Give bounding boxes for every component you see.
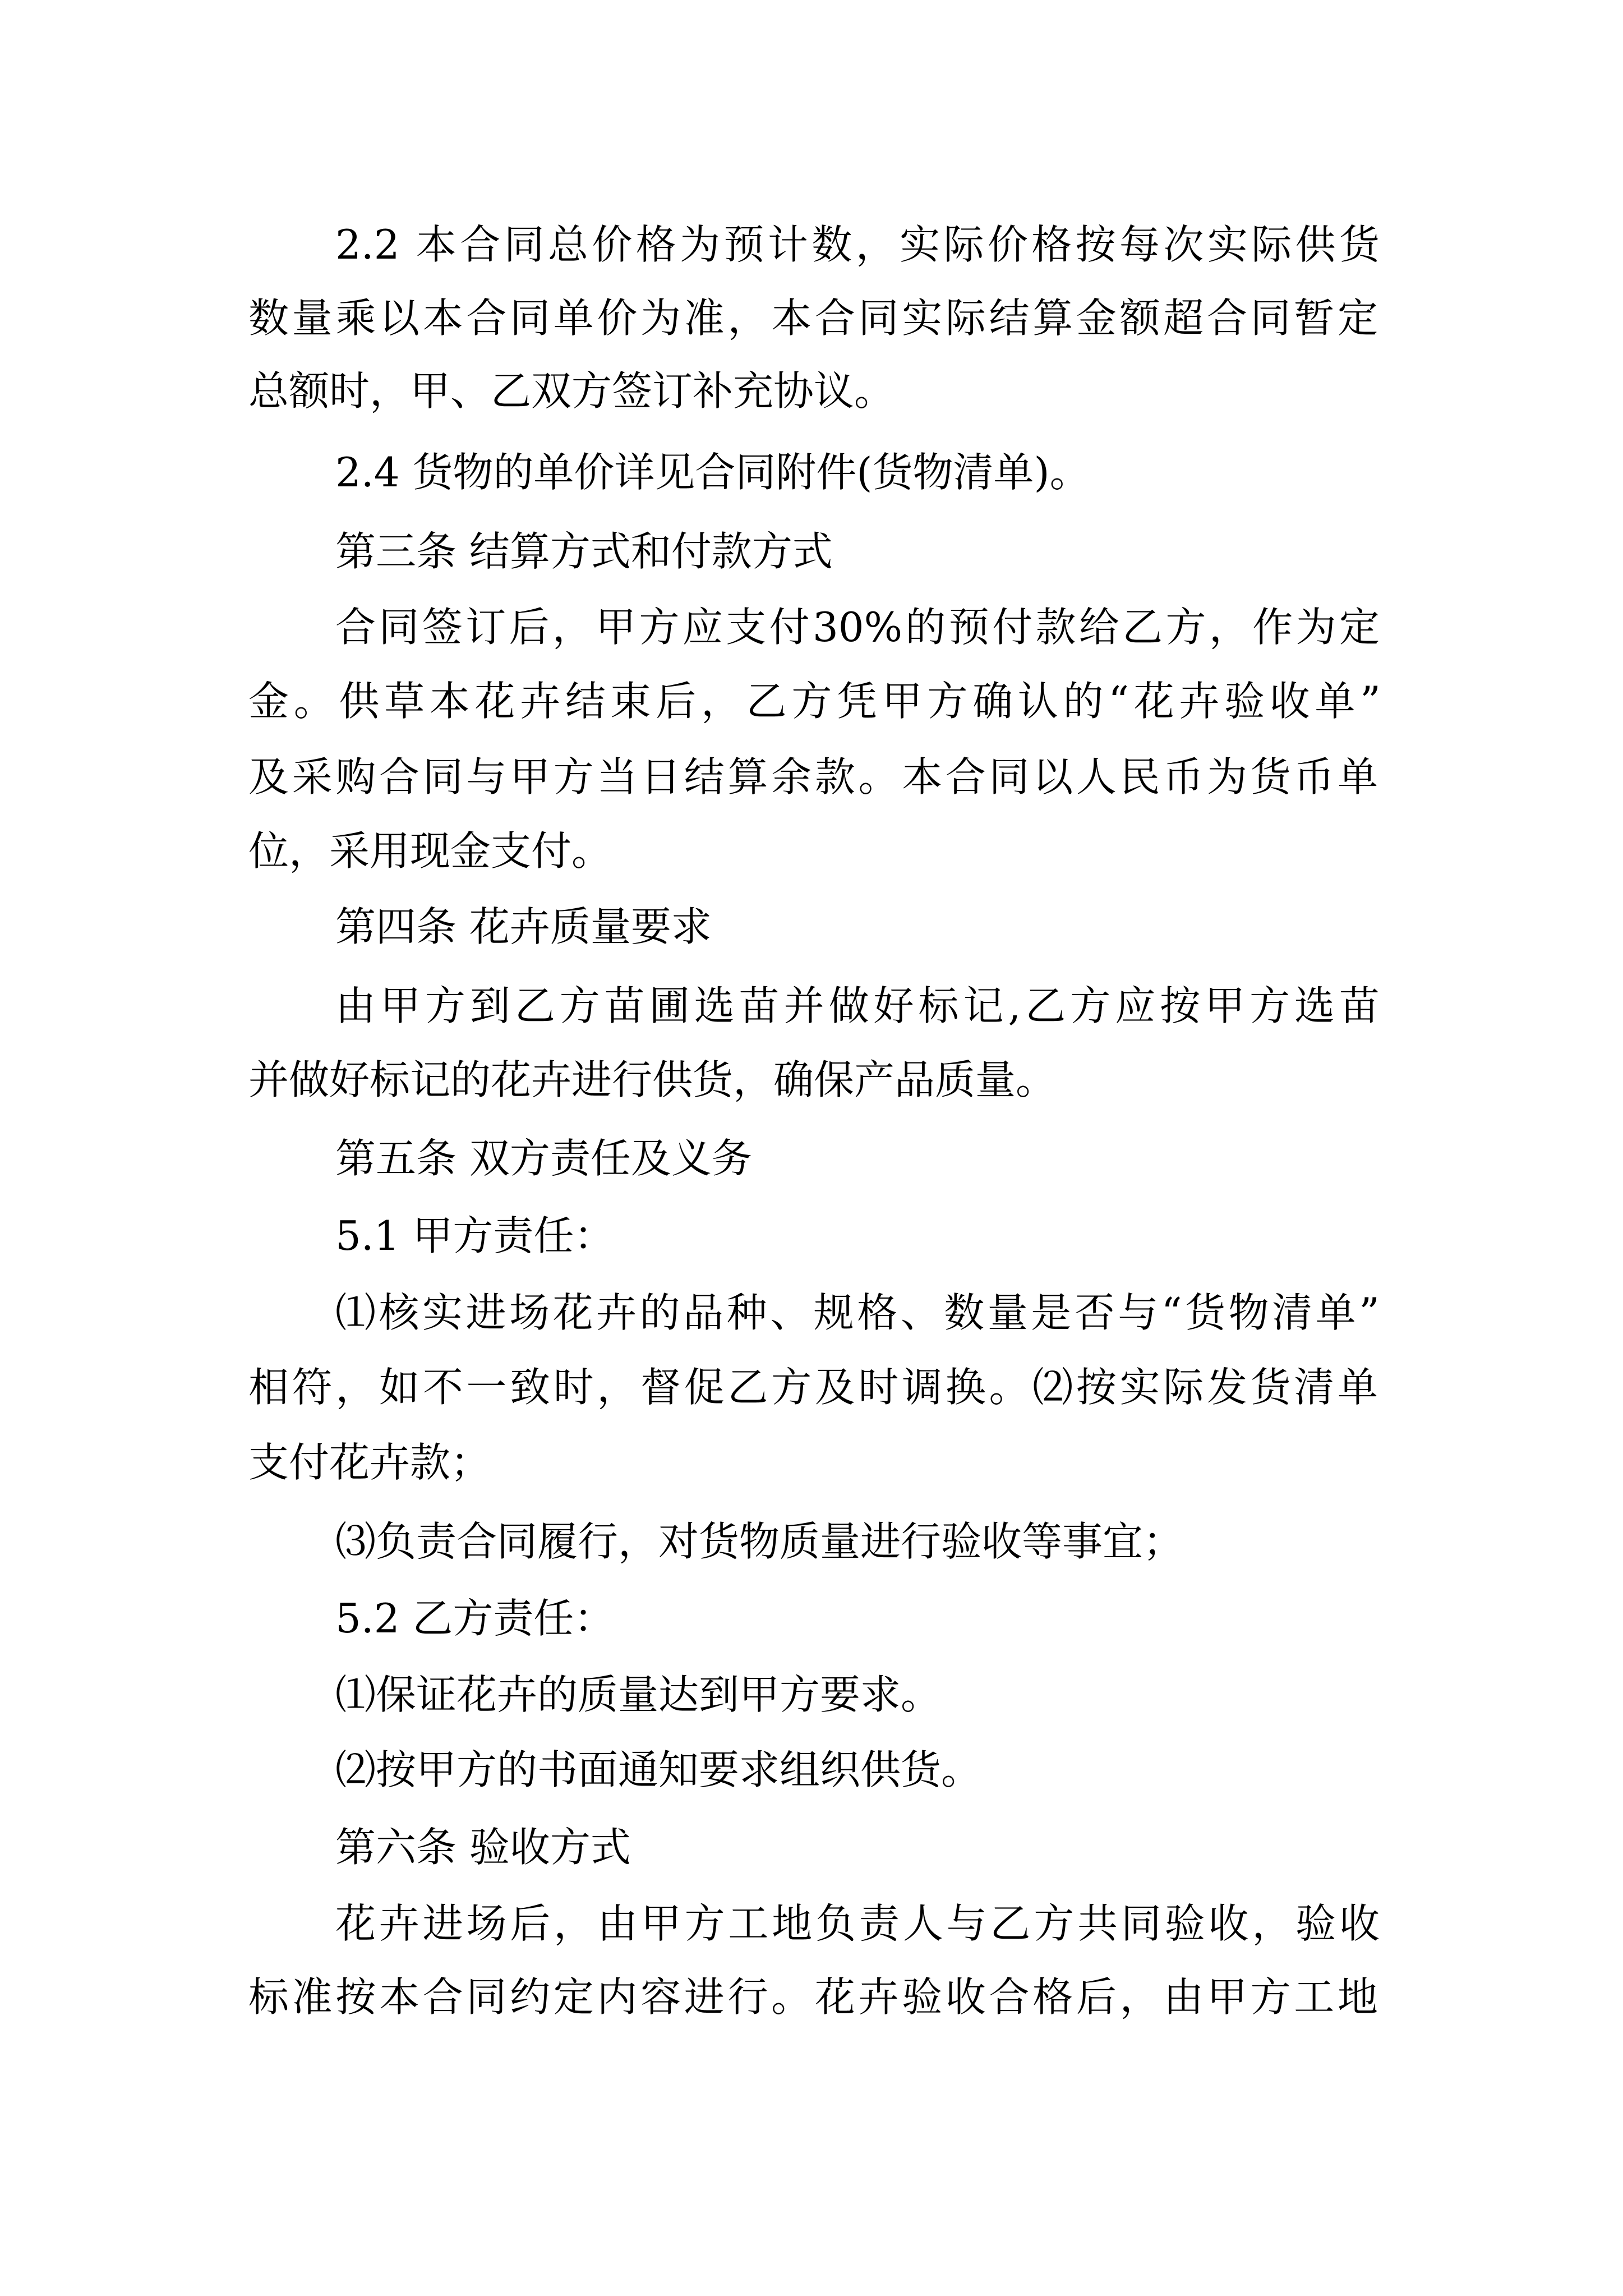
text-line: 由甲方到乙方苗圃选苗并做好标记,乙方应按甲方选苗	[335, 982, 1380, 1029]
text-line: 总额时，甲、乙双方签订补充协议。	[248, 367, 895, 415]
text-line: 及采购合同与甲方当日结算余款。本合同以人民币为货币单	[248, 753, 1378, 800]
text-line: 2.2 本合同总价格为预计数，实际价格按每次实际供货	[335, 221, 1380, 268]
text-line: ⑵按甲方的书面通知要求组织供货。	[335, 1746, 982, 1793]
text-line: 数量乘以本合同单价为准，本合同实际结算金额超合同暂定	[248, 295, 1378, 342]
text-line: ⑴核实进场花卉的品种、规格、数量是否与“货物清单”	[335, 1289, 1380, 1336]
section-heading: 第五条 双方责任及义务	[335, 1135, 752, 1182]
text-line: 相符，如不一致时，督促乙方及时调换。⑵按实际发货清单	[248, 1364, 1378, 1411]
text-line: 支付花卉款；	[248, 1439, 491, 1486]
section-heading: 第六条 验收方式	[335, 1824, 631, 1871]
text-line: ⑴保证花卉的质量达到甲方要求。	[335, 1671, 942, 1718]
text-line: 2.4 货物的单价详见合同附件(货物清单)。	[335, 449, 1090, 496]
text-line: 花卉进场后，由甲方工地负责人与乙方共同验收，验收	[335, 1900, 1380, 1947]
text-line: 并做好标记的花卉进行供货，确保产品质量。	[248, 1056, 1057, 1103]
text-line: 位，采用现金支付。	[248, 827, 612, 875]
text-line: ⑶负责合同履行，对货物质量进行验收等事宜；	[335, 1518, 1184, 1565]
text-line: 合同签订后，甲方应支付30%的预付款给乙方，作为定	[335, 604, 1380, 651]
text-line: 标准按本合同约定内容进行。花卉验收合格后，由甲方工地	[248, 1973, 1378, 2021]
section-heading: 第三条 结算方式和付款方式	[335, 528, 833, 575]
text-line: 金。供草本花卉结束后，乙方凭甲方确认的“花卉验收单”	[248, 678, 1381, 725]
section-heading: 第四条 花卉质量要求	[335, 903, 712, 950]
text-line: 5.1 甲方责任：	[335, 1212, 615, 1259]
text-line: 5.2 乙方责任：	[335, 1595, 615, 1642]
